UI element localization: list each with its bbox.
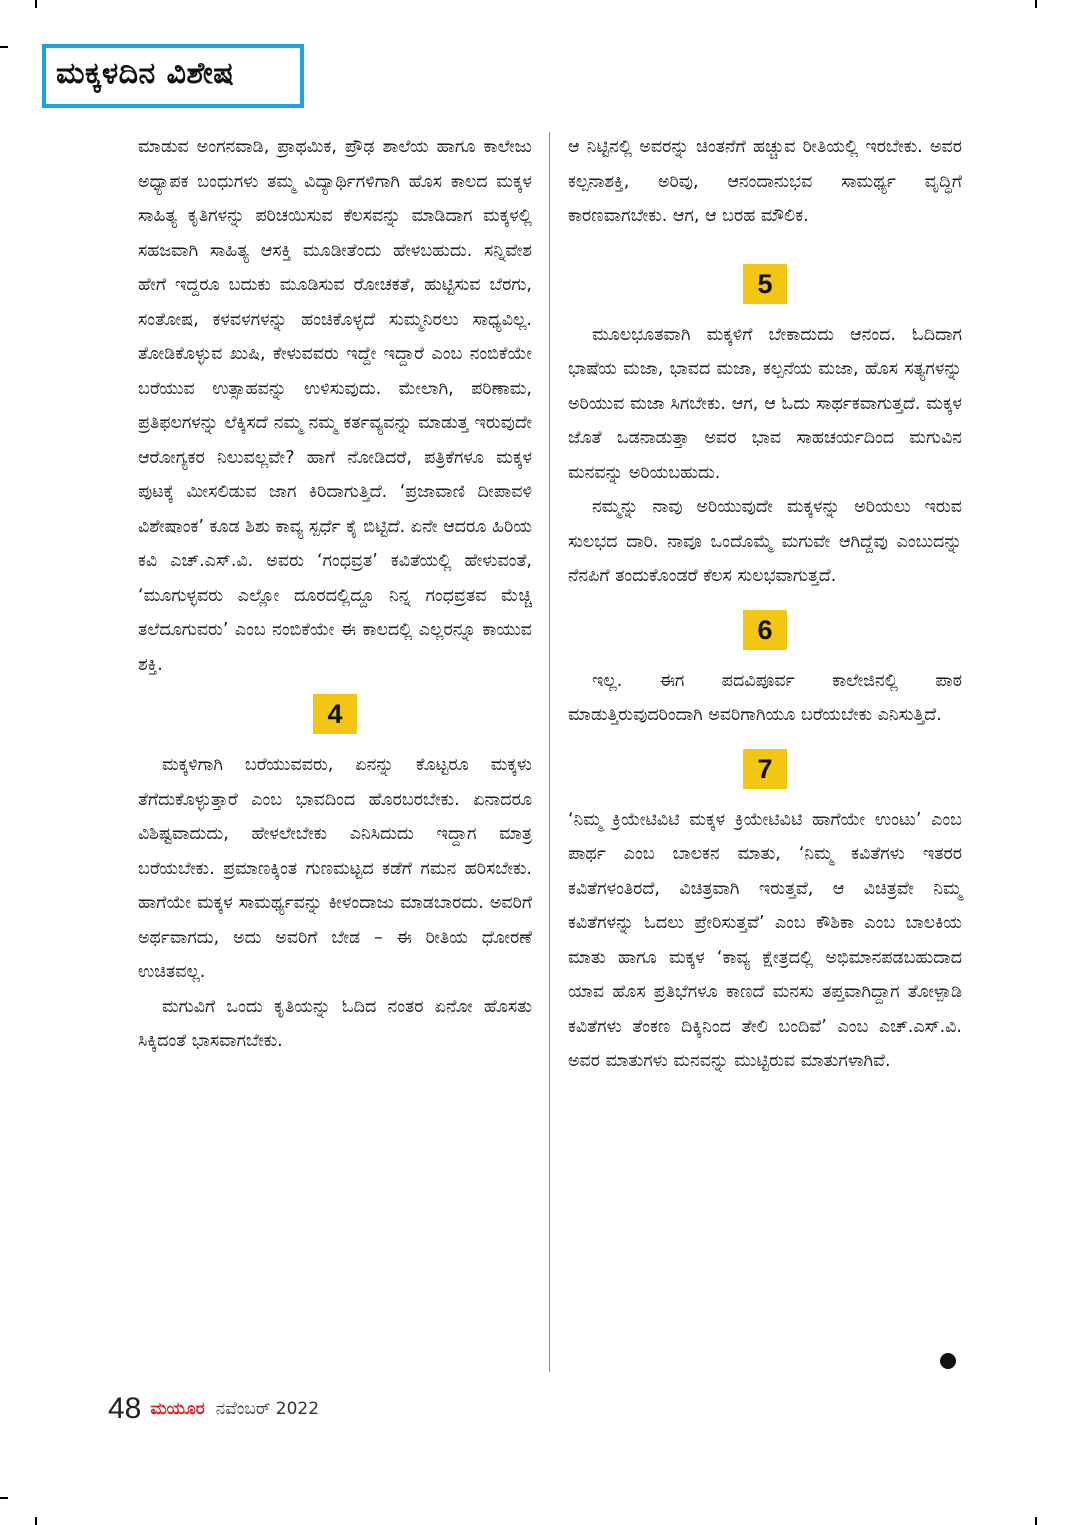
section-tag-title: ಮಕ್ಕಳದಿನ ವಿಶೇಷ <box>56 56 235 91</box>
question-number <box>568 610 962 654</box>
question-number <box>568 749 962 793</box>
column-divider <box>549 132 550 1372</box>
left-column <box>138 130 532 1059</box>
question-number-badge: 6 <box>743 610 787 650</box>
question-number <box>138 694 532 738</box>
right-column <box>568 130 962 1079</box>
body-paragraph: ಆ ನಿಟ್ಟಿನಲ್ಲಿ ಅವರನ್ನು ಚಿಂತನೆಗೆ ಹಚ್ಚುವ ರೀತಿಯಲ್ಲಿ ಇರಬೇಕು. ಅವರ ಕಲ್ಪನಾಶಕ್ತಿ, ಅರಿವು, ಆನಂದಾನುಭವ ಸಾಮರ್ಥ್ಯ ವೃದ್ಧಿಗೆ ಕಾರಣವಾಗಬೇಕು. ಆಗ, ಆ ಬರಹ ಮೌಲಿಕ. <box>568 137 962 226</box>
question-number <box>568 264 962 308</box>
end-mark-icon <box>940 1353 956 1369</box>
body-paragraph: ಮಕ್ಕಳಿಗಾಗಿ ಬರೆಯುವವರು, ಏನನ್ನು ಕೊಟ್ಟರೂ ಮಕ್ಕಳು ತೆಗೆದುಕೊಳ್ಳುತ್ತಾರೆ ಎಂಬ ಭಾವದಿಂದ ಹೊರಬರಬೇಕು. ಏನಾದರೂ ವಿಶಿಷ್ಟವಾದುದು, ಹೇಳಲೇಬೇಕು ಎನಿಸಿದುದು ಇದ್ದಾಗ ಮಾತ್ರ ಬರೆಯಬೇಕು. ಪ್ರಮಾಣಕ್ಕಿಂತ ಗುಣಮಟ್ಟದ ಕಡೆಗೆ ಗಮನ ಹರಿಸಬೇಕು. ಹಾಗೆಯೇ ಮಕ್ಕಳ ಸಾಮರ್ಥ್ಯವನ್ನು ಕೀಳಂದಾಜು ಮಾಡಬಾರದು. ಅವರಿಗೆ ಅರ್ಥವಾಗದು, ಅದು ಅವರಿಗೆ ಬೇಡ – ಈ ರೀತಿಯ ಧೋರಣೆ ಉಚಿತವಲ್ಲ. <box>138 755 532 982</box>
crop-mark-left <box>0 1497 8 1499</box>
page-footer <box>108 1392 319 1432</box>
body-paragraph: ನಮ್ಮನ್ನು ನಾವು ಅರಿಯುವುದೇ ಮಕ್ಕಳನ್ನು ಅರಿಯಲು ಇರುವ ಸುಲಭದ ದಾರಿ. ನಾವೂ ಒಂದೊಮ್ಮೆ ಮಗುವೇ ಆಗಿದ್ದೆವು ಎಂಬುದನ್ನು ನೆನಪಿಗೆ ತಂದುಕೊಂಡರೆ ಕೆಲಸ ಸುಲಭವಾಗುತ್ತದೆ. <box>568 497 962 586</box>
body-paragraph: ಮೂಲಭೂತವಾಗಿ ಮಕ್ಕಳಿಗೆ ಬೇಕಾದುದು ಆನಂದ. ಓದಿದಾಗ ಭಾಷೆಯ ಮಜಾ, ಭಾವದ ಮಜಾ, ಕಲ್ಪನೆಯ ಮಜಾ, ಹೊಸ ಸತ್ಯಗಳನ್ನು ಅರಿಯುವ ಮಜಾ ಸಿಗಬೇಕು. ಆಗ, ಆ ಓದು ಸಾರ್ಥಕವಾಗುತ್ತದೆ. ಮಕ್ಕಳ ಜೊತೆ ಒಡನಾಡುತ್ತಾ ಅವರ ಭಾವ ಸಾಹಚರ್ಯದಿಂದ ಮಗುವಿನ ಮನವನ್ನು ಅರಿಯಬಹುದು. <box>568 324 962 483</box>
body-paragraph: ‘ನಿಮ್ಮ ಕ್ರಿಯೇಟಿವಿಟಿ ಮಕ್ಕಳ ಕ್ರಿಯೇಟಿವಿಟಿ ಹಾಗೆಯೇ ಉಂಟು’ ಎಂಬ ಪಾರ್ಥ ಎಂಬ ಬಾಲಕನ ಮಾತು, ‘ನಿಮ್ಮ ಕವಿತೆಗಳು ಇತರರ ಕವಿತೆಗಳಂತಿರದೆ, ವಿಚಿತ್ರವಾಗಿ ಇರುತ್ತವೆ, ಆ ವಿಚಿತ್ರವೇ ನಿಮ್ಮ ಕವಿತೆಗಳನ್ನು ಓದಲು ಪ್ರೇರಿಸುತ್ತವೆ’ ಎಂಬ ಕೌಶಿಕಾ ಎಂಬ ಬಾಲಕಿಯ ಮಾತು ಹಾಗೂ ಮಕ್ಕಳ ‘ಕಾವ್ಯ ಕ್ಷೇತ್ರದಲ್ಲಿ ಅಭಿಮಾನಪಡಬಹುದಾದ ಯಾವ ಹೊಸ ಪ್ರತಿಭೆಗಳೂ ಕಾಣದೆ ಮನಸು ತಪ್ತವಾಗಿದ್ದಾಗ ತೋಳ್ಪಾಡಿ ಕವಿತೆಗಳು ತೆಂಕಣ ದಿಕ್ಕಿನಿಂದ ತೇಲಿ ಬಂದಿವೆ’ ಎಂಬ ಎಚ್.ಎಸ್.ವಿ. ಅವರ ಮಾತುಗಳು ಮನವನ್ನು ಮುಟ್ಟಿರುವ ಮಾತುಗಳಾಗಿವೆ. <box>568 809 962 1071</box>
issue-date: ನವೆಂಬರ್ 2022 <box>215 1399 320 1419</box>
crop-mark-left <box>0 46 8 48</box>
crop-mark-bottom <box>35 1517 37 1525</box>
crop-mark-top <box>35 0 37 8</box>
question-number-badge: 5 <box>743 264 787 304</box>
body-paragraph: ಮಗುವಿಗೆ ಒಂದು ಕೃತಿಯನ್ನು ಓದಿದ ನಂತರ ಏನೋ ಹೊಸತು ಸಿಕ್ಕಿದಂತೆ ಭಾಸವಾಗಬೇಕು. <box>138 996 532 1051</box>
question-number-badge: 7 <box>743 749 787 789</box>
page-number: 48 <box>108 1392 142 1425</box>
magazine-logo: ಮಯೂರ <box>150 1399 205 1419</box>
body-paragraph: ಇಲ್ಲ. ಈಗ ಪದವಿಪೂರ್ವ ಕಾಲೇಜಿನಲ್ಲಿ ಪಾಠ ಮಾಡುತ್ತಿರುವುದರಿಂದಾಗಿ ಅವರಿಗಾಗಿಯೂ ಬರೆಯಬೇಕು ಎನಿಸುತ್ತಿದೆ. <box>568 670 962 725</box>
body-paragraph: ಮಾಡುವ ಅಂಗನವಾಡಿ, ಪ್ರಾಥಮಿಕ, ಪ್ರೌಢ ಶಾಲೆಯ ಹಾಗೂ ಕಾಲೇಜು ಅಧ್ಯಾಪಕ ಬಂಧುಗಳು ತಮ್ಮ ವಿದ್ಯಾರ್ಥಿಗಳಿಗಾಗಿ ಹೊಸ ಕಾಲದ ಮಕ್ಕಳ ಸಾಹಿತ್ಯ ಕೃತಿಗಳನ್ನು ಪರಿಚಯಿಸುವ ಕೆಲಸವನ್ನು ಮಾಡಿದಾಗ ಮಕ್ಕಳಲ್ಲಿ ಸಹಜವಾಗಿ ಸಾಹಿತ್ಯ ಆಸಕ್ತಿ ಮೂಡೀತೆಂದು ಹೇಳಬಹುದು. ಸನ್ನಿವೇಶ ಹೇಗೆ ಇದ್ದರೂ ಬದುಕು ಮೂಡಿಸುವ ರೋಚಕತೆ, ಹುಟ್ಟಿಸುವ ಬೆರಗು, ಸಂತೋಷ, ಕಳವಳಗಳನ್ನು ಹಂಚಿಕೊಳ್ಳದೆ ಸುಮ್ಮನಿರಲು ಸಾಧ್ಯವಿಲ್ಲ. ತೋಡಿಕೊಳ್ಳುವ ಖುಷಿ, ಕೇಳುವವರು ಇದ್ದೇ ಇದ್ದಾರೆ ಎಂಬ ನಂಬಿಕೆಯೇ ಬರೆಯುವ ಉತ್ಸಾಹವನ್ನು ಉಳಿಸುವುದು. ಮೇಲಾಗಿ, ಪರಿಣಾಮ, ಪ್ರತಿಫಲಗಳನ್ನು ಲೆಕ್ಕಿಸದೆ ನಮ್ಮ ನಮ್ಮ ಕರ್ತವ್ಯವನ್ನು ಮಾಡುತ್ತ ಇರುವುದೇ ಆರೋಗ್ಯಕರ ನಿಲುವಲ್ಲವೇ? ಹಾಗೆ ನೋಡಿದರೆ, ಪತ್ರಿಕೆಗಳೂ ಮಕ್ಕಳ ಪುಟಕ್ಕೆ ಮೀಸಲಿಡುವ ಜಾಗ ಕಿರಿದಾಗುತ್ತಿದೆ. ‘ಪ್ರಜಾವಾಣಿ ದೀಪಾವಳಿ ವಿಶೇಷಾಂಕ’ ಕೂಡ ಶಿಶು ಕಾವ್ಯ ಸ್ಪರ್ಧೆ ಕೈ ಬಿಟ್ಟಿದೆ. ಏನೇ ಆದರೂ ಹಿರಿಯ ಕವಿ ಎಚ್.ಎಸ್.ವಿ. ಅವರು ‘ಗಂಧವ್ರತ’ ಕವಿತೆಯಲ್ಲಿ ಹೇಳುವಂತೆ, ‘ಮೂಗುಳ್ಳವರು ಎಲ್ಲೋ ದೂರದಲ್ಲಿದ್ದೂ ನಿನ್ನ ಗಂಧವ್ರತವ ಮೆಚ್ಚಿ ತಲೆದೂಗುವರು’ ಎಂಬ ನಂಬಿಕೆಯೇ ಈ ಕಾಲದಲ್ಲಿ ಎಲ್ಲರನ್ನೂ ಕಾಯುವ ಶಕ್ತಿ. <box>138 137 532 675</box>
crop-mark-bottom <box>1035 1517 1037 1525</box>
question-number-badge: 4 <box>313 694 357 734</box>
section-tag <box>42 44 304 108</box>
crop-mark-top <box>1035 0 1037 8</box>
